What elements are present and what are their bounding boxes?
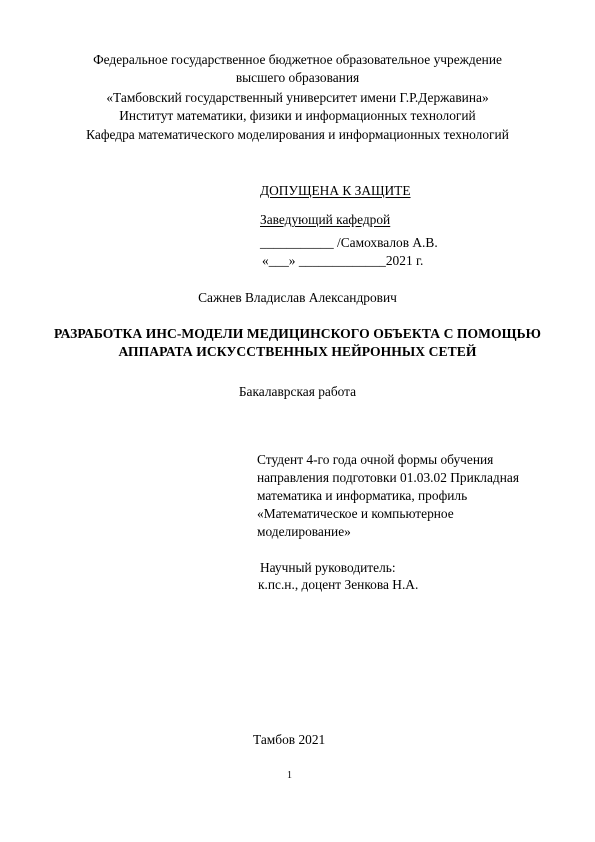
- institution-line-1: Федеральное государственное бюджетное образовательное учреждение: [93, 52, 502, 67]
- approval-date: «___» _____________2021 г.: [262, 253, 424, 268]
- supervisor-label: Научный руководитель:: [260, 560, 396, 575]
- city-year: Тамбов 2021: [253, 732, 326, 747]
- author-name: Сажнев Владислав Александрович: [198, 290, 397, 305]
- page-number: 1: [287, 770, 292, 781]
- student-info-line: «Математическое и компьютерное: [257, 506, 454, 521]
- approval-role: Заведующий кафедрой: [260, 212, 391, 227]
- institution-line-3: «Тамбовский государственный университет имени Г.Р.Державина»: [106, 90, 489, 105]
- student-info-line: Студент 4-го года очной формы обучения: [257, 452, 494, 467]
- student-info-line: моделирование»: [257, 524, 351, 539]
- institution-line-4: Институт математики, физики и информационных технологий: [119, 108, 476, 123]
- institution-line-5: Кафедра математического моделирования и информационных технологий: [86, 127, 509, 142]
- work-type: Бакалаврская работа: [238, 384, 357, 399]
- student-info-line: направления подготовки 01.03.02 Прикладная: [257, 470, 519, 485]
- institution-line-2: высшего образования: [235, 70, 360, 85]
- student-info-line: математика и информатика, профиль: [257, 488, 468, 503]
- approval-signature: ___________ /Самохвалов А.В.: [260, 235, 438, 250]
- approval-title: ДОПУЩЕНА К ЗАЩИТЕ: [260, 183, 411, 198]
- thesis-title-line-1: РАЗРАБОТКА ИНС-МОДЕЛИ МЕДИЦИНСКОГО ОБЪЕКТА С ПОМОЩЬЮ: [53, 326, 542, 341]
- thesis-title-line-2: АППАРАТА ИСКУССТВЕННЫХ НЕЙРОННЫХ СЕТЕЙ: [118, 344, 477, 359]
- supervisor-name: к.пс.н., доцент Зенкова Н.А.: [258, 577, 419, 592]
